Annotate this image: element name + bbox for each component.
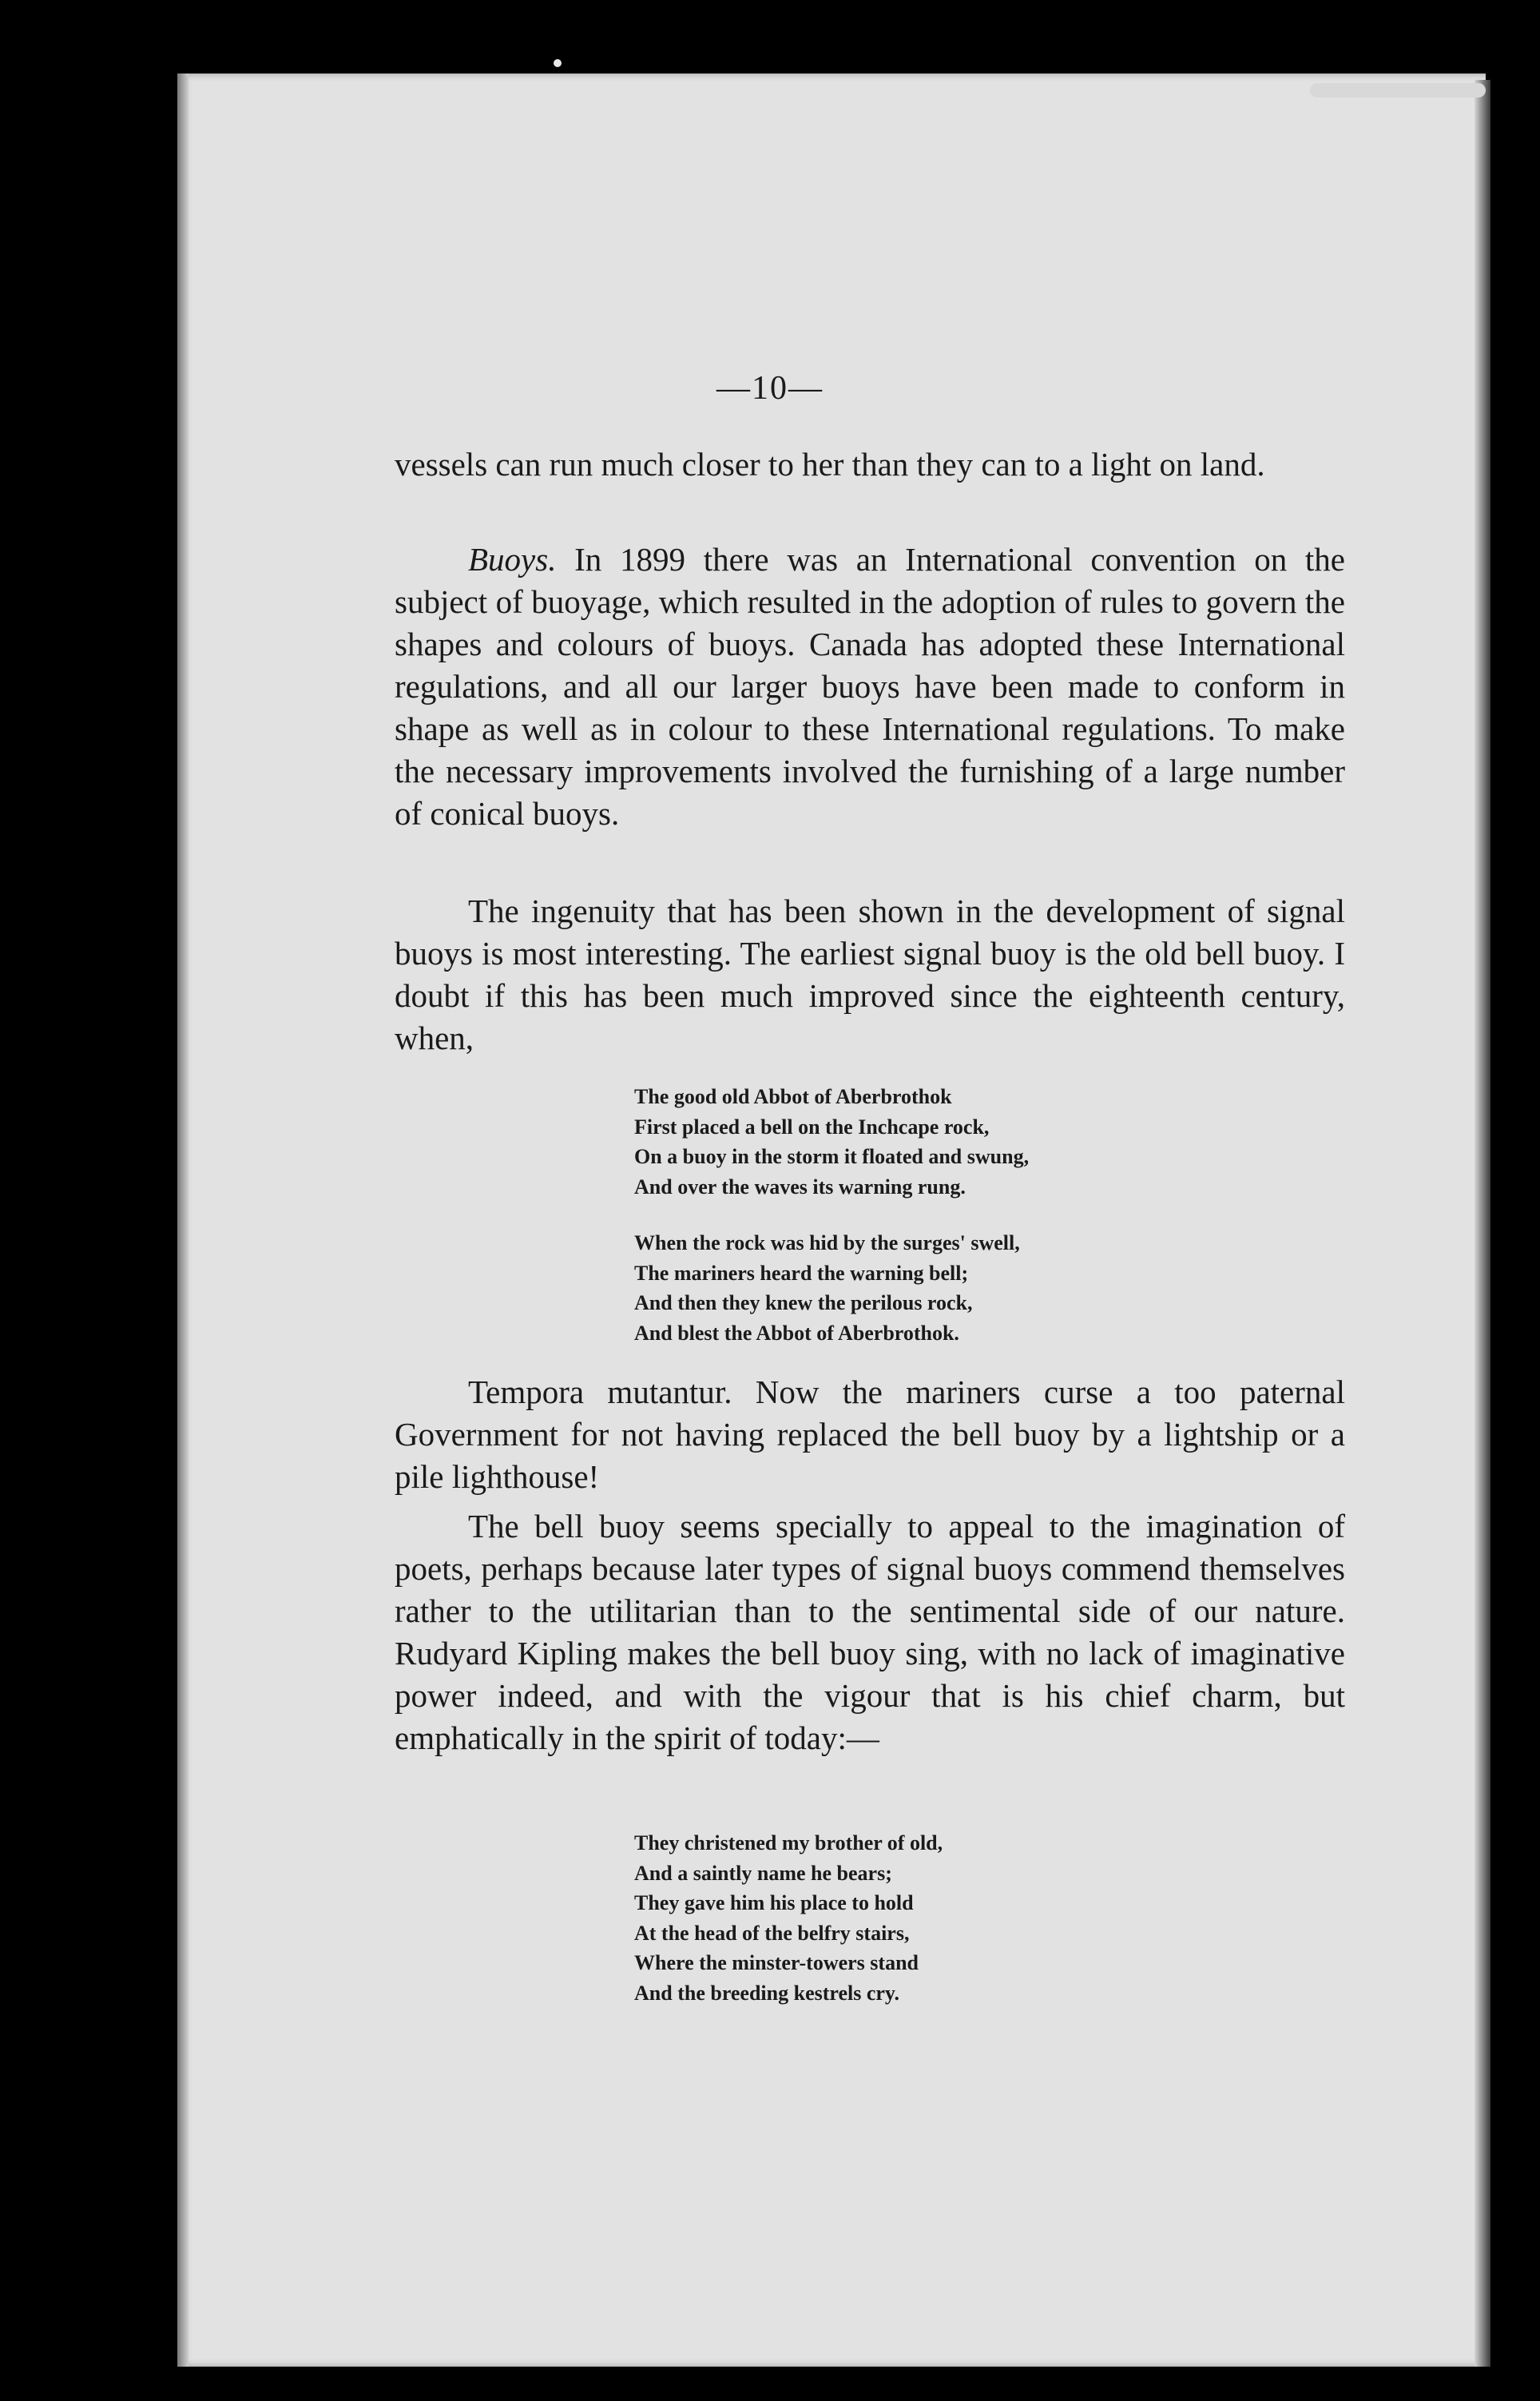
paragraph-3-block: [395, 890, 1345, 1059]
poem-line: The mariners heard the warning bell;: [634, 1261, 969, 1285]
page-edge-right: [1475, 80, 1490, 2367]
paragraph-5: The bell buoy seems specially to appeal to the imagination of poets, perhaps because later types of signal buoys commend themselves rather to the utilitarian than to the sentimental side of our nature. Rudyard Kipling makes the bell buoy sing, with no lack of imaginative power indeed, and with the vigour that is his chief charm, but emphatically in the spirit of today:—: [395, 1508, 1345, 1756]
poem-line: On a buoy in the storm it floated and swung,: [634, 1145, 1030, 1168]
poem-line: Where the minster-towers stand: [634, 1951, 919, 1974]
paragraph-2-block: [395, 539, 1345, 835]
paragraph-1: vessels can run much closer to her than they can to a light on land.: [395, 446, 1265, 483]
paragraph-2-body: In 1899 there was an International convention on the subject of buoyage, which resulted in the adoption of rules to govern the shapes and colours of buoys. Canada has adopted these International regulations, and all our larger buoys have been made to conform in shape as well as in colour to these International regulations. To make the necessary improvements involved the furnishing of a large number of conical buoys.: [395, 541, 1345, 832]
poem-line: And then they knew the perilous rock,: [634, 1291, 973, 1314]
poem-line: When the rock was hid by the surges' swell,: [634, 1231, 1020, 1254]
poem-line: They christened my brother of old,: [634, 1831, 943, 1854]
poem-line: The good old Abbot of Aberbrothok: [634, 1085, 952, 1108]
poem-inchcape: [634, 1082, 1241, 1348]
paragraph-4-block: [395, 1371, 1345, 1498]
poem-line: First placed a bell on the Inchcape rock,: [634, 1115, 990, 1139]
poem-line: And a saintly name he bears;: [634, 1861, 892, 1885]
paragraph-1-block: [395, 443, 1345, 486]
poem-bell-buoy: [634, 1828, 1241, 2008]
paragraph-2-heading: Buoys.: [468, 541, 557, 578]
page-edge-left: [177, 74, 189, 2367]
poem-line: And the breeding kestrels cry.: [634, 1981, 899, 2005]
paragraph-4: Tempora mutantur. Now the mariners curse a too paternal Government for not having replaced the bell buoy by a lightship or a pile lighthouse!: [395, 1373, 1345, 1495]
paragraph-2: [395, 539, 1345, 835]
scan-speck: [554, 59, 562, 67]
poem-line: And over the waves its warning rung.: [634, 1175, 966, 1199]
stanza-gap: [634, 1202, 1241, 1228]
poem-line: And blest the Abbot of Aberbrothok.: [634, 1321, 959, 1345]
poem-line: They gave him his place to hold: [634, 1891, 914, 1914]
paragraph-3: The ingenuity that has been shown in the development of signal buoys is most interesting. The earliest signal buoy is the old bell buoy. I doubt if this has been much improved since the eighteenth century, when,: [395, 892, 1345, 1056]
page-top-strip: [1310, 83, 1486, 97]
poem-line: At the head of the belfry stairs,: [634, 1921, 910, 1945]
page-number: —10—: [716, 370, 824, 407]
paragraph-5-block: [395, 1505, 1345, 1759]
